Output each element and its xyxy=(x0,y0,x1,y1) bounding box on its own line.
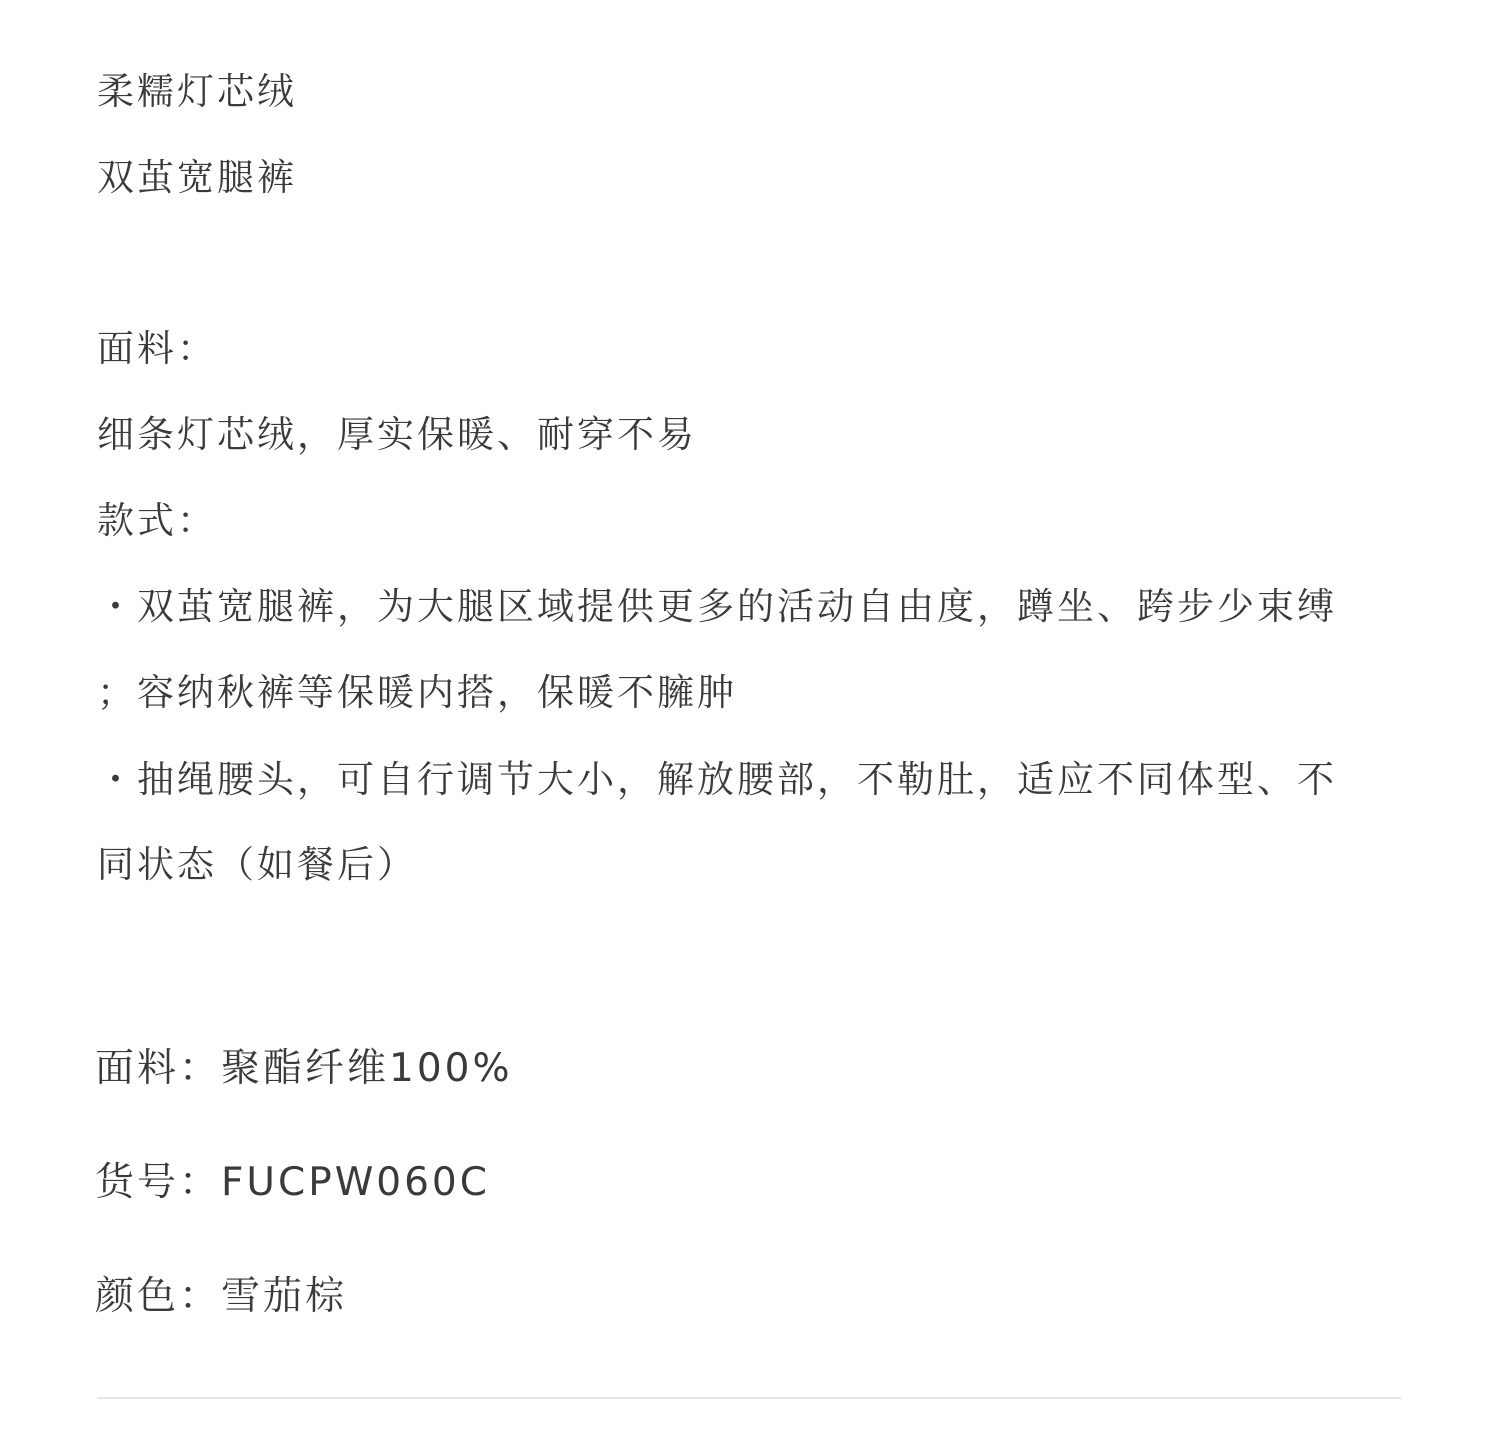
product-title-line-2: 双茧宽腿裤 xyxy=(97,156,297,199)
style-description-line-1: ・双茧宽腿裤，为大腿区域提供更多的活动自由度，蹲坐、跨步少束缚 xyxy=(97,585,1337,628)
style-heading: 款式： xyxy=(97,499,217,542)
bottom-divider xyxy=(97,1397,1401,1399)
style-description-line-3: ・抽绳腰头，可自行调节大小，解放腰部，不勒肚，适应不同体型、不 xyxy=(97,758,1337,801)
spec-color: 颜色：雪茄棕 xyxy=(95,1274,348,1319)
fabric-heading: 面料： xyxy=(97,327,217,370)
style-description-line-2: ；容纳秋裤等保暖内搭，保暖不臃肿 xyxy=(97,671,737,714)
spec-material: 面料：聚酯纤维100% xyxy=(95,1046,513,1091)
product-title-line-1: 柔糯灯芯绒 xyxy=(97,70,297,113)
spec-item-number: 货号：FUCPW060C xyxy=(95,1160,490,1205)
style-description-line-4: 同状态（如餐后） xyxy=(97,843,417,886)
fabric-description: 细条灯芯绒，厚实保暖、耐穿不易 xyxy=(97,413,697,456)
